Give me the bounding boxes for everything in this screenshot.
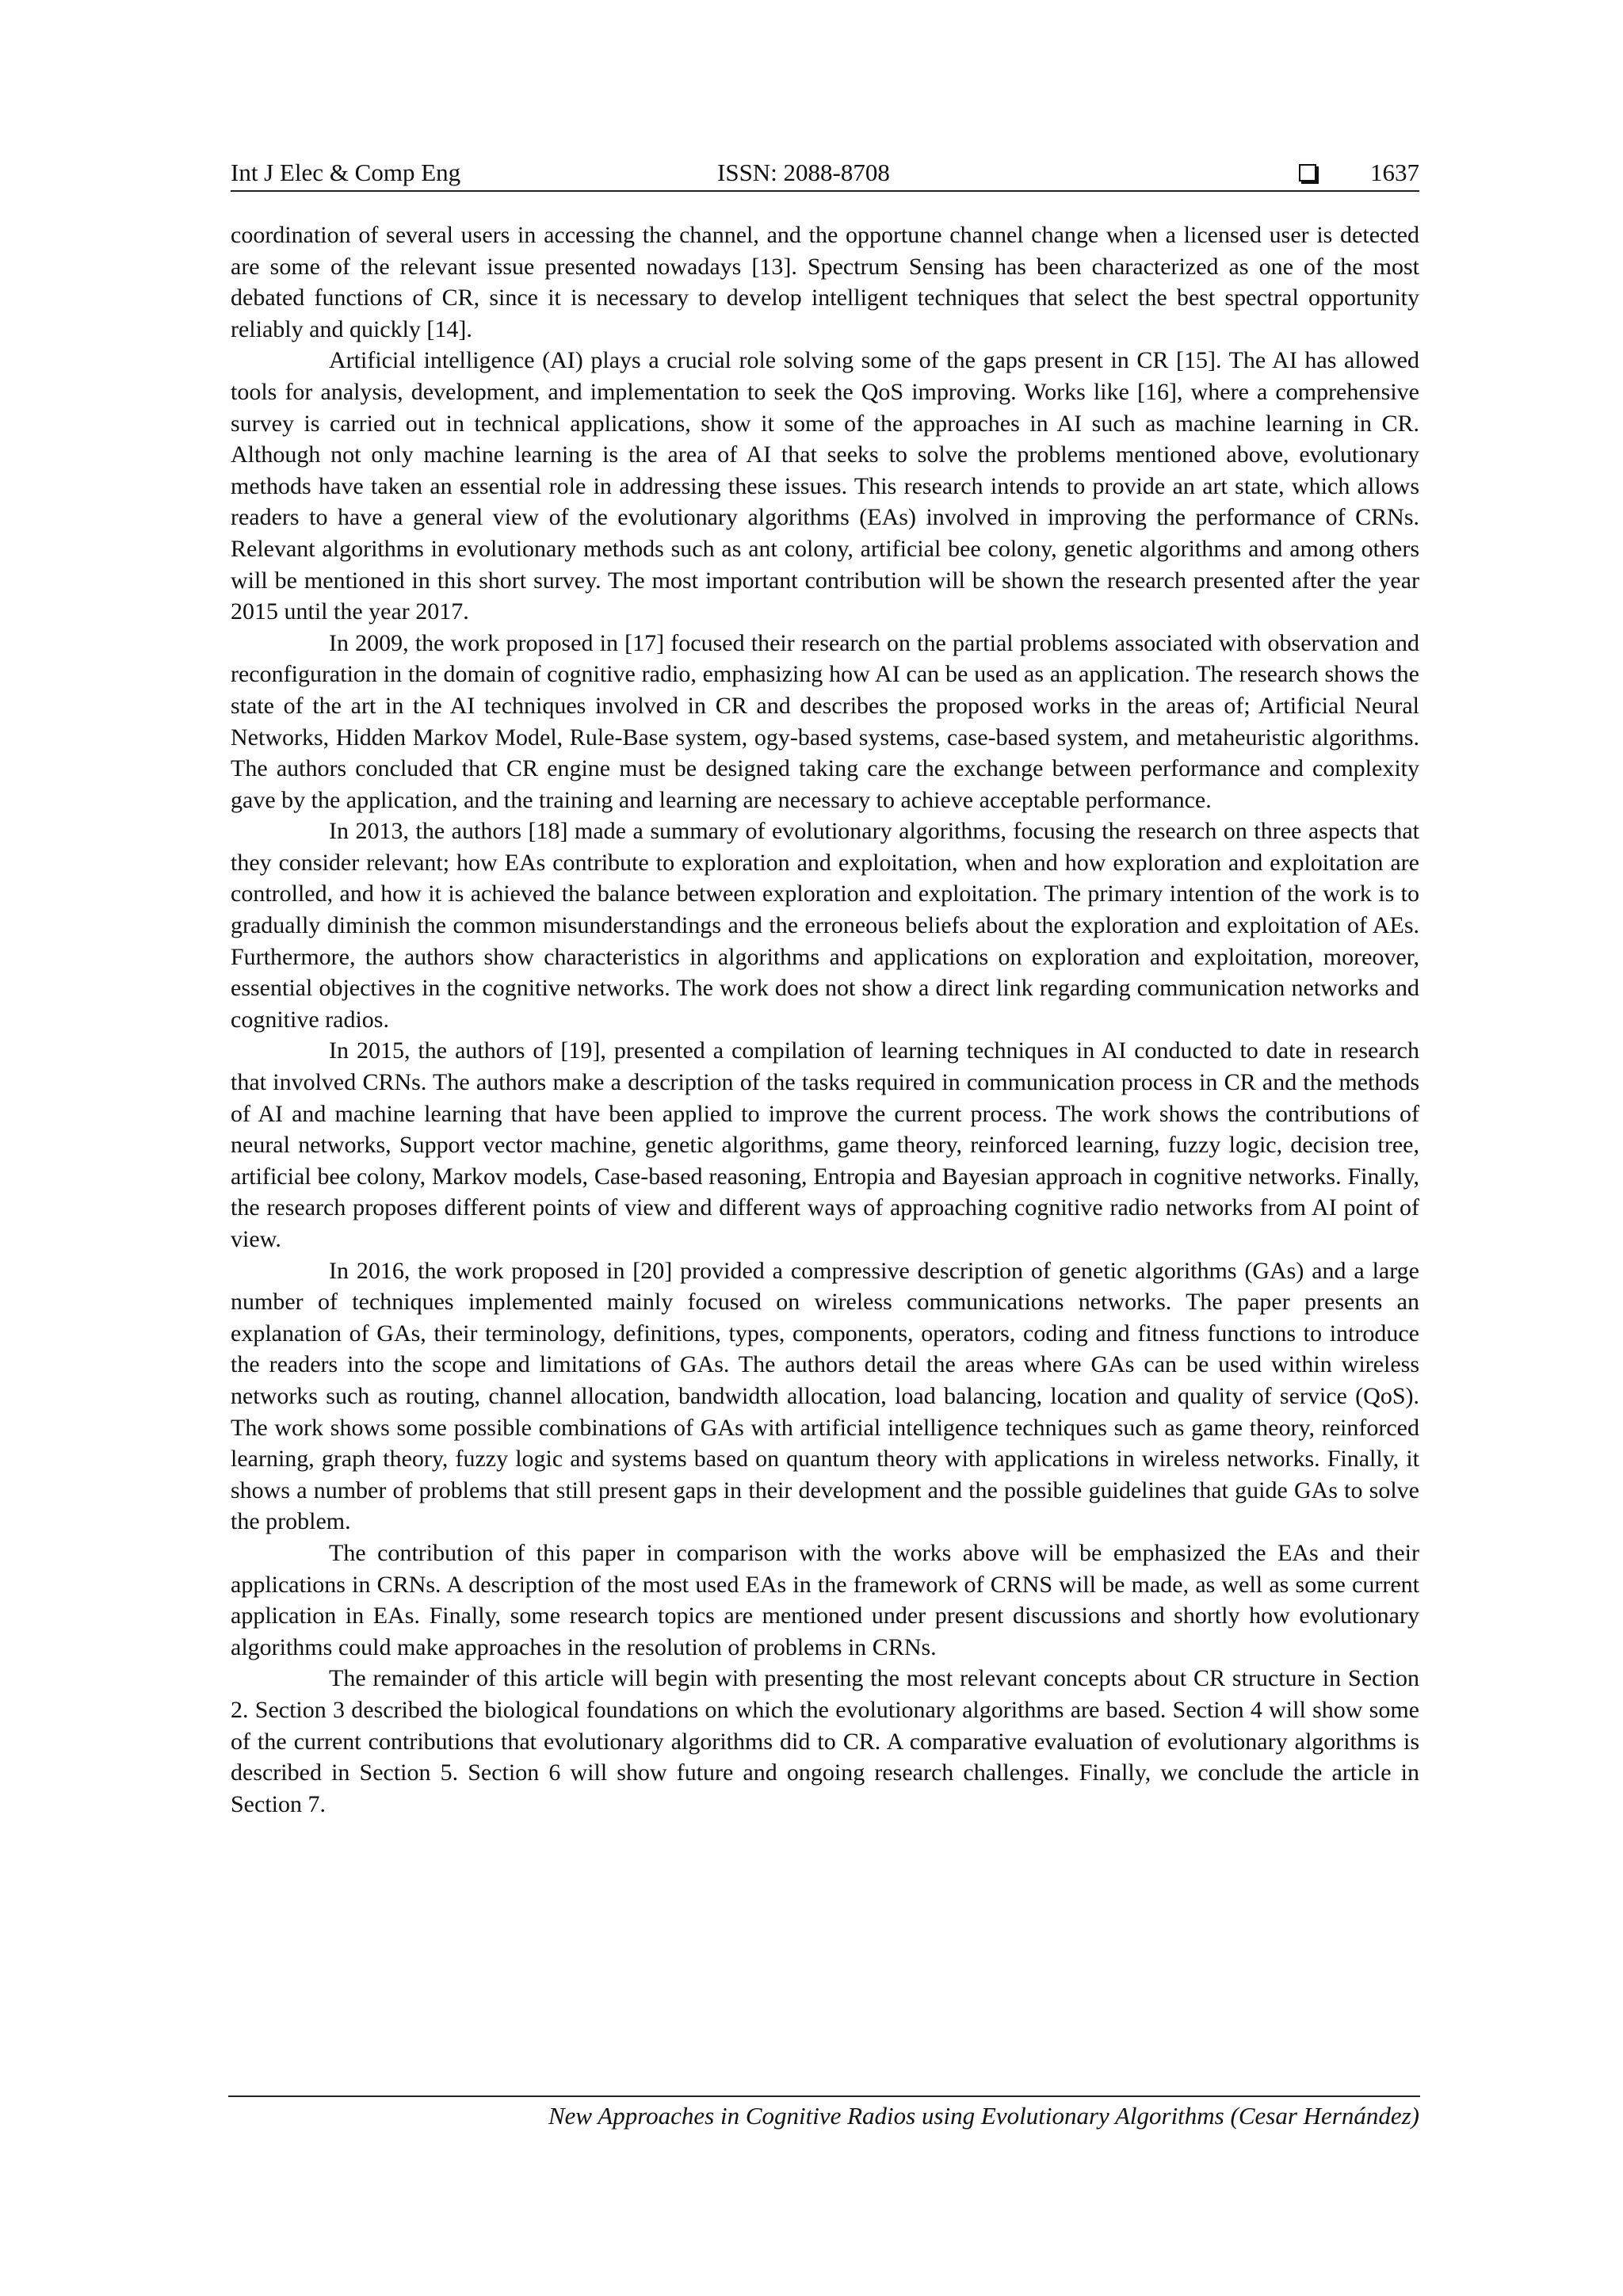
paragraph-2013-work: In 2013, the authors [18] made a summary of evolutionary algorithms, focusing the research on three aspects that they consider relevant; how EAs contribute to exploration and exploitation, when and how exploration and exploitation are controlled, and how it is achieved the balance between exploration and exploitation. The primary intention of the work is to gradually diminish the common misunderstandings and the erroneous beliefs about the exploration and exploitation of AEs. Furthermore, the authors show characteristics in algorithms and applications on exploration and exploitation, moreover, essential objectives in the cognitive networks. The work does not show a direct link regarding communication networks and cognitive radios.: [231, 818, 1419, 1033]
paragraph-2016-work: In 2016, the work proposed in [20] provided a compressive description of genetic algorithms (GAs) and a large number of techniques implemented mainly focused on wireless communications networks. The paper presents an explanation of GAs, their terminology, definitions, types, components, operators, coding and fitness functions to introduce the readers into the scope and limitations of GAs. The authors detail the areas where GAs can be used within wireless networks such as routing, channel allocation, bandwidth allocation, load balancing, location and quality of service (QoS). The work shows some possible combinations of GAs with artificial intelligence techniques such as game theory, reinforced learning, graph theory, fuzzy logic and systems based on quantum theory with applications in wireless networks. Finally, it shows a number of problems that still present gaps in their development and the possible guidelines that guide GAs to solve the problem.: [231, 1257, 1419, 1535]
journal-name: Int J Elec & Comp Eng: [231, 159, 461, 186]
page-number-group: [1299, 155, 1419, 190]
paragraph-continuation: coordination of several users in accessing the channel, and the opportune channel change when a licensed user is detected are some of the relevant issue presented nowadays [13]. Spectrum Sensing has been characterized as one of the most debated functions of CR, since it is necessary to develop intelligent techniques that select the best spectral opportunity reliably and quickly [14].: [231, 222, 1419, 342]
footer-divider: [228, 2095, 1420, 2097]
paragraph-ai-role: Artificial intelligence (AI) plays a crucial role solving some of the gaps present in CR [15]. The AI has allowed tools for analysis, development, and implementation to seek the QoS improving. Works like [16], where a comprehensive survey is carried out in technical applications, show it some of the approaches in AI such as machine learning in CR. Although not only machine learning is the area of AI that seeks to solve the problems mentioned above, evolutionary methods have taken an essential role in addressing these issues. This research intends to provide an art state, which allows readers to have a general view of the evolutionary algorithms (EAs) involved in improving the performance of CRNs. Relevant algorithms in evolutionary methods such as ant colony, artificial bee colony, genetic algorithms and among others will be mentioned in this short survey. The most important contribution will be shown the research presented after the year 2015 until the year 2017.: [231, 347, 1419, 625]
body-text: [231, 220, 1419, 1820]
issn-label: ISSN: 2088-8708: [717, 159, 890, 186]
paragraph-2009-work: In 2009, the work proposed in [17] focused their research on the partial problems associated with observation and reconfiguration in the domain of cognitive radio, emphasizing how AI can be used as an application. The research shows the state of the art in the AI techniques involved in CR and describes the proposed works in the areas of; Artificial Neural Networks, Hidden Markov Model, Rule-Base system, ogy-based systems, case-based system, and metaheuristic algorithms. The authors concluded that CR engine must be designed taking care the exchange between performance and complexity gave by the application, and the training and learning are necessary to achieve acceptable performance.: [231, 629, 1419, 813]
running-header: [231, 155, 1419, 190]
running-footer: New Approaches in Cognitive Radios using Evolutionary Algorithms (Cesar Hernández): [548, 2102, 1419, 2130]
page-number: 1637: [1370, 159, 1419, 186]
paragraph-outline: The remainder of this article will begin with presenting the most relevant concepts about CR structure in Section 2. Section 3 described the biological foundations on which the evolutionary algorithms are based. Section 4 will show some of the current contributions that evolutionary algorithms did to CR. A comparative evaluation of evolutionary algorithms is described in Section 5. Section 6 will show future and ongoing research challenges. Finally, we conclude the article in Section 7.: [231, 1665, 1419, 1817]
header-divider: [231, 190, 1419, 192]
square-bullet-icon: [1299, 164, 1316, 181]
paragraph-contribution: The contribution of this paper in comparison with the works above will be emphasized the EAs and their applications in CRNs. A description of the most used EAs in the framework of CRNS will be made, as well as some current application in EAs. Finally, some research topics are mentioned under present discussions and shortly how evolutionary algorithms could make approaches in the resolution of problems in CRNs.: [231, 1539, 1419, 1660]
paragraph-2015-work: In 2015, the authors of [19], presented a compilation of learning techniques in AI conducted to date in research that involved CRNs. The authors make a description of the tasks required in communication process in CR and the methods of AI and machine learning that have been applied to improve the current process. The work shows the contributions of neural networks, Support vector machine, genetic algorithms, game theory, reinforced learning, fuzzy logic, decision tree, artificial bee colony, Markov models, Case-based reasoning, Entropia and Bayesian approach in cognitive networks. Finally, the research proposes different points of view and different ways of approaching cognitive radio networks from AI point of view.: [231, 1037, 1419, 1252]
